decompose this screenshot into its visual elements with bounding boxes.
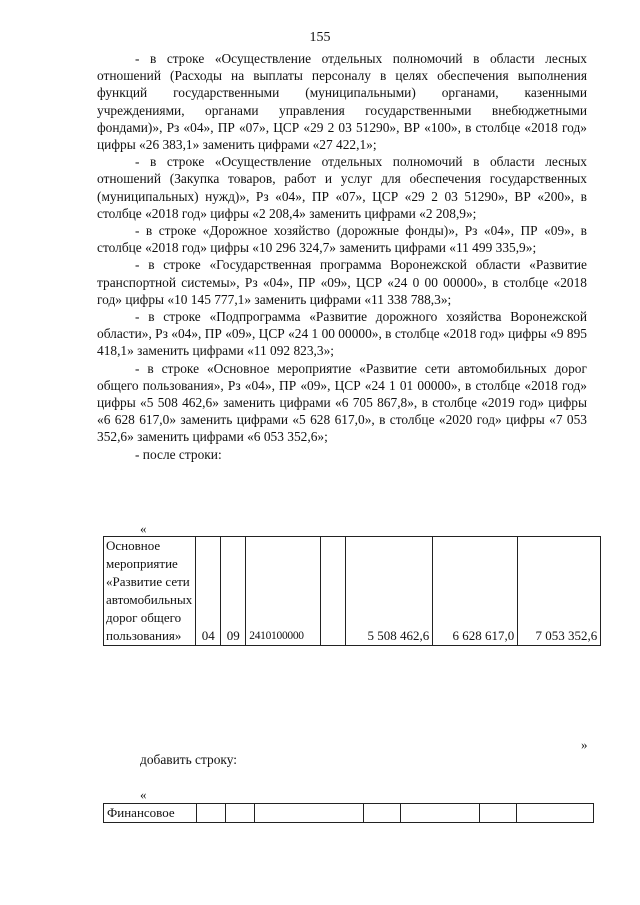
table-cell-2020: 7 053 352,6 [518,537,601,646]
paragraph: - после строки: [135,446,222,462]
table-cell-csr [255,804,364,823]
paragraph: - в строке «Осуществление отдельных полномочий в области лесных отношений (Закупка товаров, работ и услуг для обеспечения государственных (муниципальных) нужд)», Рз «04», ПР «07», ЦСР «29 2 03 51290», ВР «200», в столбце «2018 год» цифры «2 208,4» заменить цифрами «2 208,9»; [97,154,587,221]
add-row-instruction: добавить строку: [140,752,237,767]
table-cell-2020 [517,804,594,823]
paragraph: - в строке «Подпрограмма «Развитие дорожного хозяйства Воронежской области», Рз «04», ПР «09», ЦСР «24 1 00 00000», в столбце «2018 год» цифры «9 895 418,1» заменить цифрами «11 092 823,3»; [97,309,587,359]
page-number: 155 [309,30,331,45]
table-cell-pr [226,804,255,823]
table-cell-name: Финансовое [104,804,197,823]
table-cell-2019: 6 628 617,0 [433,537,518,646]
paragraph: - в строке «Осуществление отдельных полномочий в области лесных отношений (Расходы на выплаты персоналу в целях обеспечения выполнения функций государственными (муниципальными) органами, казенными учреждениями, органами управления государственными внебюджетными фондами)», Рз «04», ПР «07», ЦСР «29 2 03 51290», ВР «100», в столбце «2018 год» цифры «26 383,1» заменить цифрами «27 422,1»; [97,51,587,153]
table-cell-csr: 2410100000 [246,537,321,646]
paragraph: - в строке «Дорожное хозяйство (дорожные фонды)», Рз «04», ПР «09», в столбце «2018 год» цифры «10 296 324,7» заменить цифрами «11 499 335,9»; [97,223,587,256]
table-row [104,804,594,823]
table-cell-vr [364,804,401,823]
table-cell-vr [321,537,346,646]
new-row-table [103,803,594,823]
table-cell-2018: 5 508 462,6 [346,537,433,646]
paragraph: - в строке «Основное мероприятие «Развитие сети автомобильных дорог общего пользования», Рз «04», ПР «09», ЦСР «24 1 01 00000», в столбце «2018 год» цифры «5 508 462,6» заменить цифрами «6 705 867,8», в столбце «2019 год» цифры «6 628 617,0» заменить цифрами «5 628 617,0», в столбце «2020 год» цифры «7 053 352,6» заменить цифрами «6 053 352,6»; [97,360,587,445]
budget-row-table [103,536,601,646]
table-cell-2019 [480,804,517,823]
opening-quote: « [140,787,147,802]
table-cell-rz: 04 [196,537,221,646]
paragraph: - в строке «Государственная программа Воронежской области «Развитие транспортной системы», Рз «04», ПР «09», ЦСР «24 0 00 00000», в столбце «2018 год» цифры «10 145 777,1» заменить цифрами «11 338 788,3»; [97,257,587,307]
closing-quote: » [581,737,588,752]
table-cell-pr: 09 [221,537,246,646]
table-cell-name: Основное мероприятие «Развитие сети автомобильных дорог общего пользования» [104,537,196,646]
document-body [97,50,587,463]
opening-quote: « [140,521,147,536]
table-cell-2018 [401,804,480,823]
table-row [104,537,601,646]
table-cell-rz [197,804,226,823]
